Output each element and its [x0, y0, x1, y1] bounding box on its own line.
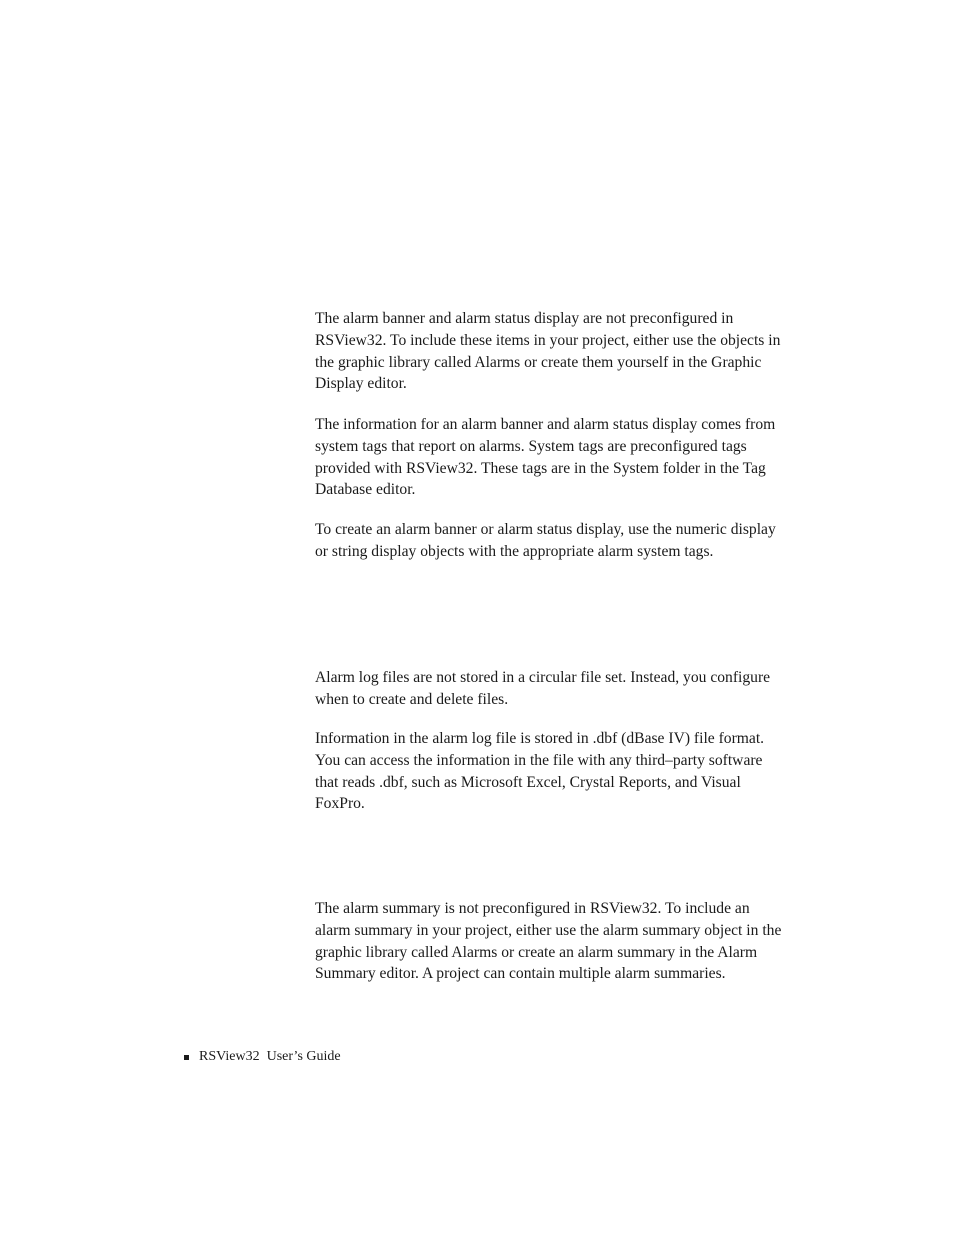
paragraph-alarm-banner-not-preconfigured: The alarm banner and alarm status display are not preconfigured in RSView32. To include these items in your project, either use the objects in the graphic library called Alarms or create them yourself in the Graphic Display editor.: [315, 310, 781, 393]
footer-bullet-icon: [184, 1055, 189, 1060]
paragraph-alarm-banner-system-tags: The information for an alarm banner and alarm status display comes from system tags that report on alarms. System tags are preconfigured tags provided with RSView32. These tags are in the System folder in the Tag Database editor.: [315, 416, 776, 499]
paragraph-alarm-log-files: Alarm log files are not stored in a circular file set. Instead, you configure when to create and delete files.: [315, 669, 771, 708]
paragraph-create-alarm-banner: To create an alarm banner or alarm status display, use the numeric display or string display objects with the appropriate alarm system tags.: [315, 521, 776, 560]
footer-title: RSView32 User’s Guide: [199, 1049, 341, 1064]
page-footer: [184, 1048, 341, 1066]
paragraph-alarm-summary: The alarm summary is not preconfigured in RSView32. To include an alarm summary in your project, either use the alarm summary object in the graphic library called Alarms or create an alarm summary in the Alarm Summary editor. A project can contain multiple alarm summaries.: [315, 900, 782, 983]
paragraph-alarm-log-dbf-format: Information in the alarm log file is stored in .dbf (dBase IV) file format. You can access the information in the file with any third–party software that reads .dbf, such as Microsoft Excel, Crystal Reports, and Visual FoxPro.: [315, 730, 765, 813]
